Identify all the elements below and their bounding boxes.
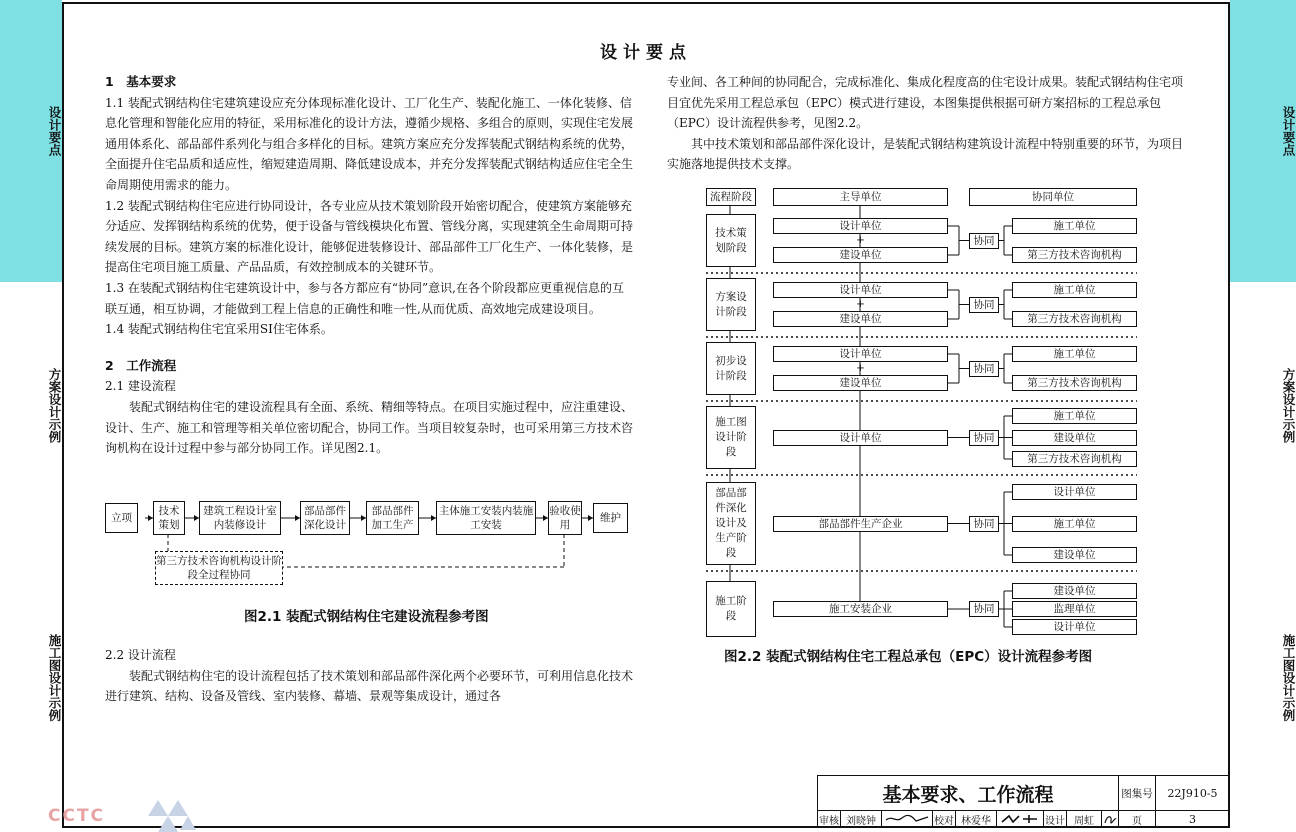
design-name: 周虹: [1066, 810, 1102, 828]
coop-label: 协同: [969, 361, 999, 377]
lead-unit: 部品部件生产企业: [773, 516, 948, 532]
header-coop: 协同单位: [969, 188, 1137, 206]
page-title: 设计要点: [600, 43, 692, 63]
figure-caption: 图2.1 装配式钢结构住宅建设流程参考图: [244, 609, 489, 625]
signature-icon: [999, 813, 1041, 825]
left-sidebar: [0, 0, 62, 832]
check-name: 林爱华: [955, 810, 997, 828]
lead-unit: 施工安装企业: [773, 601, 948, 617]
stage-box: 施工图设计阶段: [706, 406, 756, 469]
coop-label: 协同: [969, 297, 999, 313]
coop-unit: 设计单位: [1012, 484, 1137, 500]
flow-step: 部品部件加工生产: [366, 501, 419, 535]
paragraph: 装配式钢结构住宅的设计流程包括了技术策划和部品部件深化两个必要环节，可利用信息化技术进行建筑、结构、设备及管线、室内装修、幕墙、景观等集成设计，通过各: [105, 668, 634, 704]
review-label: 审核: [817, 810, 841, 828]
coop-unit: 施工单位: [1012, 346, 1137, 362]
section-heading: 1 基本要求: [105, 74, 177, 89]
sidebar-section-design-points[interactable]: [0, 0, 62, 282]
lead-unit: 设计单位: [773, 282, 948, 298]
lead-unit: 设计单位: [773, 218, 948, 234]
paragraph: 1.1 装配式钢结构住宅建筑建设应充分体现标准化设计、工厂化生产、装配化施工、一体化装修、信息化管理和智能化应用的特征，采用标准化的设计方法，遵循少规格、多组合的原则，实现住宅发展通用体系化、部品部件系列化与组合多样化的目标。建筑方案应充分发挥装配式钢结构系统的优势，全面提升住宅品质和适应性，缩短建造周期、降低建设成本，并充分发挥装配式钢结构适应住宅全生命周期使用需求的能力。: [105, 95, 634, 192]
coop-unit: 施工单位: [1012, 282, 1137, 298]
stage-box: 方案设计阶段: [706, 278, 756, 331]
drawing-title: 基本要求、工作流程: [817, 775, 1119, 811]
page-label: 页: [1118, 810, 1156, 828]
coop-unit: 建设单位: [1012, 547, 1137, 563]
lead-unit: 设计单位: [773, 346, 948, 362]
paragraph: 1.2 装配式钢结构住宅应进行协同设计，各专业应从技术策划阶段开始密切配合，使建筑方案能够充分适应、发挥钢结构系统的优势，便于设备与管线模块化布置、管线分离，实现建筑全生命周期可持续发展的目标。建筑方案的标准化设计，能够促进装修设计、部品部件工厂化生产、一体化装修，是提高住宅项目施工质量、产品品质，有效控制成本的关键环节。: [105, 198, 634, 275]
cctc-logo: CCTC: [48, 806, 106, 826]
coop-unit: 第三方技术咨询机构: [1012, 311, 1137, 327]
sidebar-label: 方案设计示例: [47, 368, 62, 443]
coop-label: 协同: [969, 233, 999, 249]
paragraph: 专业间、各工种间的协同配合，完成标准化、集成化程度高的住宅设计成果。装配式钢结构住宅项目宜优先采用工程总承包（EPC）模式进行建设，本图集提供根据可研方案招标的工程总承包（EPC）设计流程供参考，见图2.2。: [667, 75, 1184, 131]
sidebar-section-construction-example[interactable]: [1230, 554, 1296, 832]
sidebar-label: 设计要点: [47, 106, 62, 156]
sidebar-label: 施工图设计示例: [1281, 634, 1296, 722]
plus-sign: +: [856, 298, 865, 310]
subsection-heading: 2.2 设计流程: [105, 648, 176, 662]
plus-sign: +: [856, 362, 865, 374]
review-name: 刘晓钟: [840, 810, 882, 828]
check-signature: [996, 810, 1044, 828]
consult-box: 第三方技术咨询机构设计阶段全过程协同: [155, 551, 283, 585]
design-signature: [1101, 810, 1119, 828]
flow-step: 技术策划: [153, 501, 185, 535]
header-stage: 流程阶段: [706, 188, 756, 206]
signature-icon: [1103, 813, 1117, 825]
flow-step: 维护: [593, 503, 628, 533]
page-frame: [62, 2, 1230, 828]
right-sidebar: [1230, 0, 1296, 832]
plus-sign: +: [856, 234, 865, 246]
flow-step: 验收使用: [548, 501, 582, 535]
figure-caption: 图2.2 装配式钢结构住宅工程总承包（EPC）设计流程参考图: [724, 649, 1093, 665]
coop-unit: 建设单位: [1012, 583, 1137, 599]
lead-unit: 建设单位: [773, 247, 948, 263]
check-label: 校对: [932, 810, 956, 828]
sidebar-label: 设计要点: [1281, 106, 1296, 156]
atlas-number: 22J910-5: [1155, 775, 1230, 811]
sidebar-section-scheme-example[interactable]: [0, 282, 62, 554]
coop-unit: 第三方技术咨询机构: [1012, 375, 1137, 391]
section-heading: 2 工作流程: [105, 357, 177, 373]
flow-step: 立项: [105, 503, 138, 533]
coop-unit: 监理单位: [1012, 601, 1137, 617]
flow-step: 部品部件深化设计: [300, 501, 350, 535]
coop-unit: 施工单位: [1012, 218, 1137, 234]
flow-step: 建筑工程设计室内装修设计: [199, 501, 281, 535]
sidebar-section-design-points[interactable]: [1230, 0, 1296, 282]
flow-step: 主体施工安装内装施工安装: [436, 501, 536, 535]
lead-unit: 建设单位: [773, 311, 948, 327]
header-lead: 主导单位: [773, 188, 948, 206]
stage-box: 施工阶段: [706, 581, 756, 637]
triangle-logo-icon: [142, 798, 196, 832]
lead-unit: 建设单位: [773, 375, 948, 391]
coop-unit: 第三方技术咨询机构: [1012, 451, 1137, 467]
coop-unit: 设计单位: [1012, 619, 1137, 635]
subsection-heading: 2.1 建设流程: [105, 379, 176, 394]
review-signature: [881, 810, 933, 828]
paragraph: 其中技术策划和部品部件深化设计，是装配式钢结构建筑设计流程中特别重要的环节，为项目实施落地提供技术支撑。: [667, 136, 1184, 172]
coop-label: 协同: [969, 430, 999, 446]
stage-box: 技术策划阶段: [706, 214, 756, 267]
coop-unit: 第三方技术咨询机构: [1012, 247, 1137, 263]
page-number: 3: [1155, 810, 1230, 828]
paragraph: 装配式钢结构住宅的建设流程具有全面、系统、精细等特点。在项目实施过程中，应注重建设、设计、生产、施工和管理等相关单位密切配合，协同工作。当项目较复杂时，也可采用第三方技术咨询机构在设计过程中参与部分协同工作。详见图2.1。: [105, 399, 634, 456]
paragraph: 1.3 在装配式钢结构住宅建筑设计中，参与各方都应有“协同”意识,在各个阶段都应更重视信息的互联互通，相互协调，才能做到工程上信息的正确性和唯一性,从而优质、高效地完成建设项目。: [105, 280, 624, 316]
sidebar-label: 方案设计示例: [1281, 368, 1296, 443]
signature-icon: [884, 813, 930, 825]
sidebar-section-construction-example[interactable]: [0, 554, 62, 832]
lead-unit: 设计单位: [773, 430, 948, 446]
coop-unit: 施工单位: [1012, 516, 1137, 532]
sidebar-section-scheme-example[interactable]: [1230, 282, 1296, 554]
atlas-label: 图集号: [1118, 775, 1156, 811]
design-label: 设计: [1043, 810, 1067, 828]
coop-unit: 建设单位: [1012, 430, 1137, 446]
paragraph: 1.4 装配式钢结构住宅宜采用SI住宅体系。: [105, 322, 333, 337]
sidebar-label: 施工图设计示例: [47, 634, 62, 722]
coop-label: 协同: [969, 516, 999, 532]
coop-unit: 施工单位: [1012, 408, 1137, 424]
stage-box: 初步设计阶段: [706, 342, 756, 395]
stage-box: 部品部件深化设计及生产阶段: [706, 482, 756, 565]
coop-label: 协同: [969, 601, 999, 617]
